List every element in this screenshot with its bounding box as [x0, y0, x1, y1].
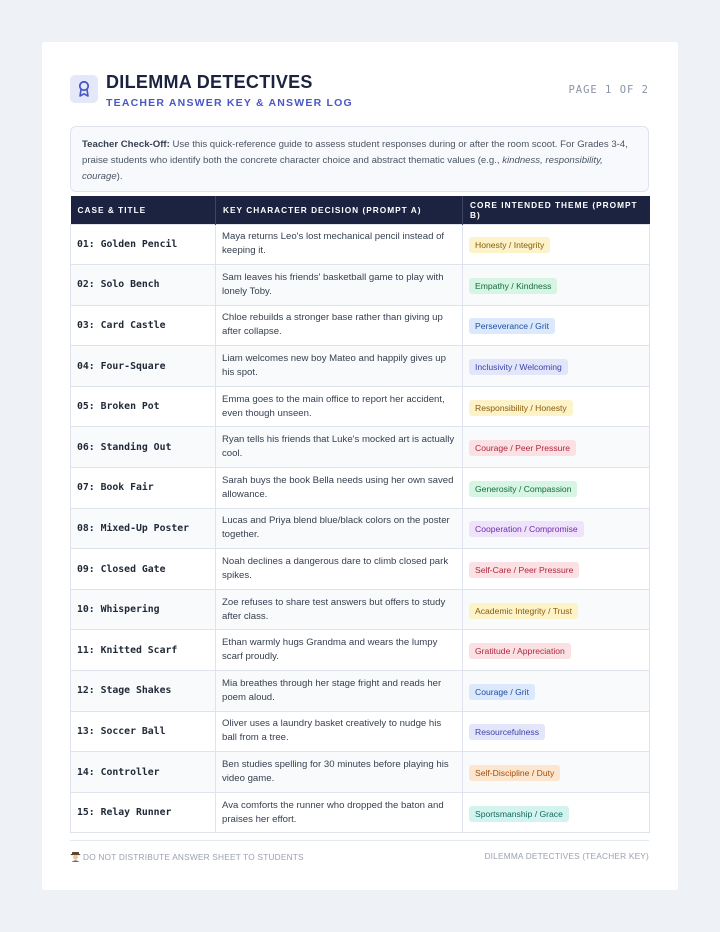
theme-cell [463, 346, 650, 387]
theme-badge: Generosity / Compassion [469, 481, 577, 497]
decision-cell: Ryan tells his friends that Luke's mocked art is actually cool. [216, 427, 463, 468]
theme-badge: Academic Integrity / Trust [469, 603, 578, 619]
theme-badge: Honesty / Integrity [469, 237, 550, 253]
theme-badge: Responsibility / Honesty [469, 400, 573, 416]
theme-badge: Sportsmanship / Grace [469, 806, 569, 822]
detective-icon [70, 851, 81, 862]
table-row [71, 427, 650, 468]
decision-cell: Lucas and Priya blend blue/black colors on the poster together. [216, 508, 463, 549]
theme-cell [463, 549, 650, 590]
table-row [71, 589, 650, 630]
case-title-cell: 03: Card Castle [71, 305, 216, 346]
table-row [71, 671, 650, 712]
theme-cell [463, 792, 650, 833]
table-row [71, 265, 650, 306]
decision-cell: Maya returns Leo's lost mechanical pencil instead of keeping it. [216, 224, 463, 265]
theme-badge: Self-Discipline / Duty [469, 765, 560, 781]
answer-key-page [42, 42, 678, 890]
decision-cell: Ben studies spelling for 30 minutes before playing his video game. [216, 752, 463, 793]
theme-badge: Inclusivity / Welcoming [469, 359, 568, 375]
theme-cell [463, 671, 650, 712]
decision-cell: Chloe rebuilds a stronger base rather than giving up after collapse. [216, 305, 463, 346]
table-row [71, 468, 650, 509]
case-title-cell: 02: Solo Bench [71, 265, 216, 306]
column-header-decision: KEY CHARACTER DECISION (PROMPT A) [216, 196, 463, 224]
theme-badge: Gratitude / Appreciation [469, 643, 571, 659]
column-header-case: CASE & TITLE [71, 196, 216, 224]
theme-cell [463, 711, 650, 752]
decision-cell: Emma goes to the main office to report her accident, even though unseen. [216, 386, 463, 427]
theme-cell [463, 589, 650, 630]
table-row [71, 630, 650, 671]
decision-cell: Zoe refuses to share test answers but offers to study after class. [216, 589, 463, 630]
table-row [71, 346, 650, 387]
teacher-note [70, 126, 649, 192]
decision-cell: Liam welcomes new boy Mateo and happily gives up his spot. [216, 346, 463, 387]
theme-cell [463, 752, 650, 793]
table-row [71, 224, 650, 265]
theme-cell [463, 386, 650, 427]
note-examples: kindness, responsibility, courage [82, 155, 603, 182]
note-label: Teacher Check-Off: [82, 139, 170, 150]
award-ribbon-icon [70, 75, 98, 103]
theme-cell [463, 508, 650, 549]
theme-cell [463, 224, 650, 265]
case-title-cell: 11: Knitted Scarf [71, 630, 216, 671]
page-subtitle: TEACHER ANSWER KEY & ANSWER LOG [106, 97, 353, 109]
decision-cell: Noah declines a dangerous dare to climb closed park spikes. [216, 549, 463, 590]
footer-left-text: DO NOT DISTRIBUTE ANSWER SHEET TO STUDENTS [83, 852, 304, 862]
theme-cell [463, 630, 650, 671]
table-row [71, 752, 650, 793]
case-title-cell: 08: Mixed-Up Poster [71, 508, 216, 549]
decision-cell: Oliver uses a laundry basket creatively to nudge his ball from a tree. [216, 711, 463, 752]
note-end: ). [116, 171, 123, 182]
case-title-cell: 06: Standing Out [71, 427, 216, 468]
theme-badge: Cooperation / Compromise [469, 521, 584, 537]
case-title-cell: 01: Golden Pencil [71, 224, 216, 265]
footer-right-text: DILEMMA DETECTIVES (TEACHER KEY) [484, 851, 649, 861]
footer-warning [70, 851, 304, 862]
page-indicator: PAGE 1 OF 2 [568, 84, 649, 96]
theme-badge: Empathy / Kindness [469, 278, 557, 294]
theme-badge: Courage / Grit [469, 684, 535, 700]
theme-badge: Self-Care / Peer Pressure [469, 562, 579, 578]
table-row [71, 305, 650, 346]
answer-key-table [70, 196, 650, 833]
note-text: Use this quick-reference guide to assess student responses during or after the room scoot. For Grades 3-4, praise students who identify both the concrete character choice and abstract thematic values (e.g., [82, 139, 628, 166]
theme-badge: Courage / Peer Pressure [469, 440, 576, 456]
case-title-cell: 05: Broken Pot [71, 386, 216, 427]
case-title-cell: 13: Soccer Ball [71, 711, 216, 752]
table-row [71, 792, 650, 833]
case-title-cell: 12: Stage Shakes [71, 671, 216, 712]
table-row [71, 508, 650, 549]
decision-cell: Ethan warmly hugs Grandma and wears the lumpy scarf proudly. [216, 630, 463, 671]
case-title-cell: 09: Closed Gate [71, 549, 216, 590]
decision-cell: Sam leaves his friends' basketball game to play with lonely Toby. [216, 265, 463, 306]
case-title-cell: 07: Book Fair [71, 468, 216, 509]
theme-badge: Perseverance / Grit [469, 318, 555, 334]
theme-cell [463, 468, 650, 509]
table-row [71, 549, 650, 590]
column-header-theme: CORE INTENDED THEME (PROMPT B) [463, 196, 650, 224]
theme-cell [463, 265, 650, 306]
case-title-cell: 15: Relay Runner [71, 792, 216, 833]
table-row [71, 711, 650, 752]
case-title-cell: 10: Whispering [71, 589, 216, 630]
table-header-row [71, 196, 650, 224]
page-footer [70, 840, 649, 868]
theme-cell [463, 305, 650, 346]
theme-cell [463, 427, 650, 468]
case-title-cell: 14: Controller [71, 752, 216, 793]
theme-badge: Resourcefulness [469, 724, 545, 740]
case-title-cell: 04: Four-Square [71, 346, 216, 387]
page-title: DILEMMA DETECTIVES [106, 72, 313, 92]
table-row [71, 386, 650, 427]
decision-cell: Mia breathes through her stage fright and reads her poem aloud. [216, 671, 463, 712]
decision-cell: Ava comforts the runner who dropped the baton and praises her effort. [216, 792, 463, 833]
decision-cell: Sarah buys the book Bella needs using her own saved allowance. [216, 468, 463, 509]
